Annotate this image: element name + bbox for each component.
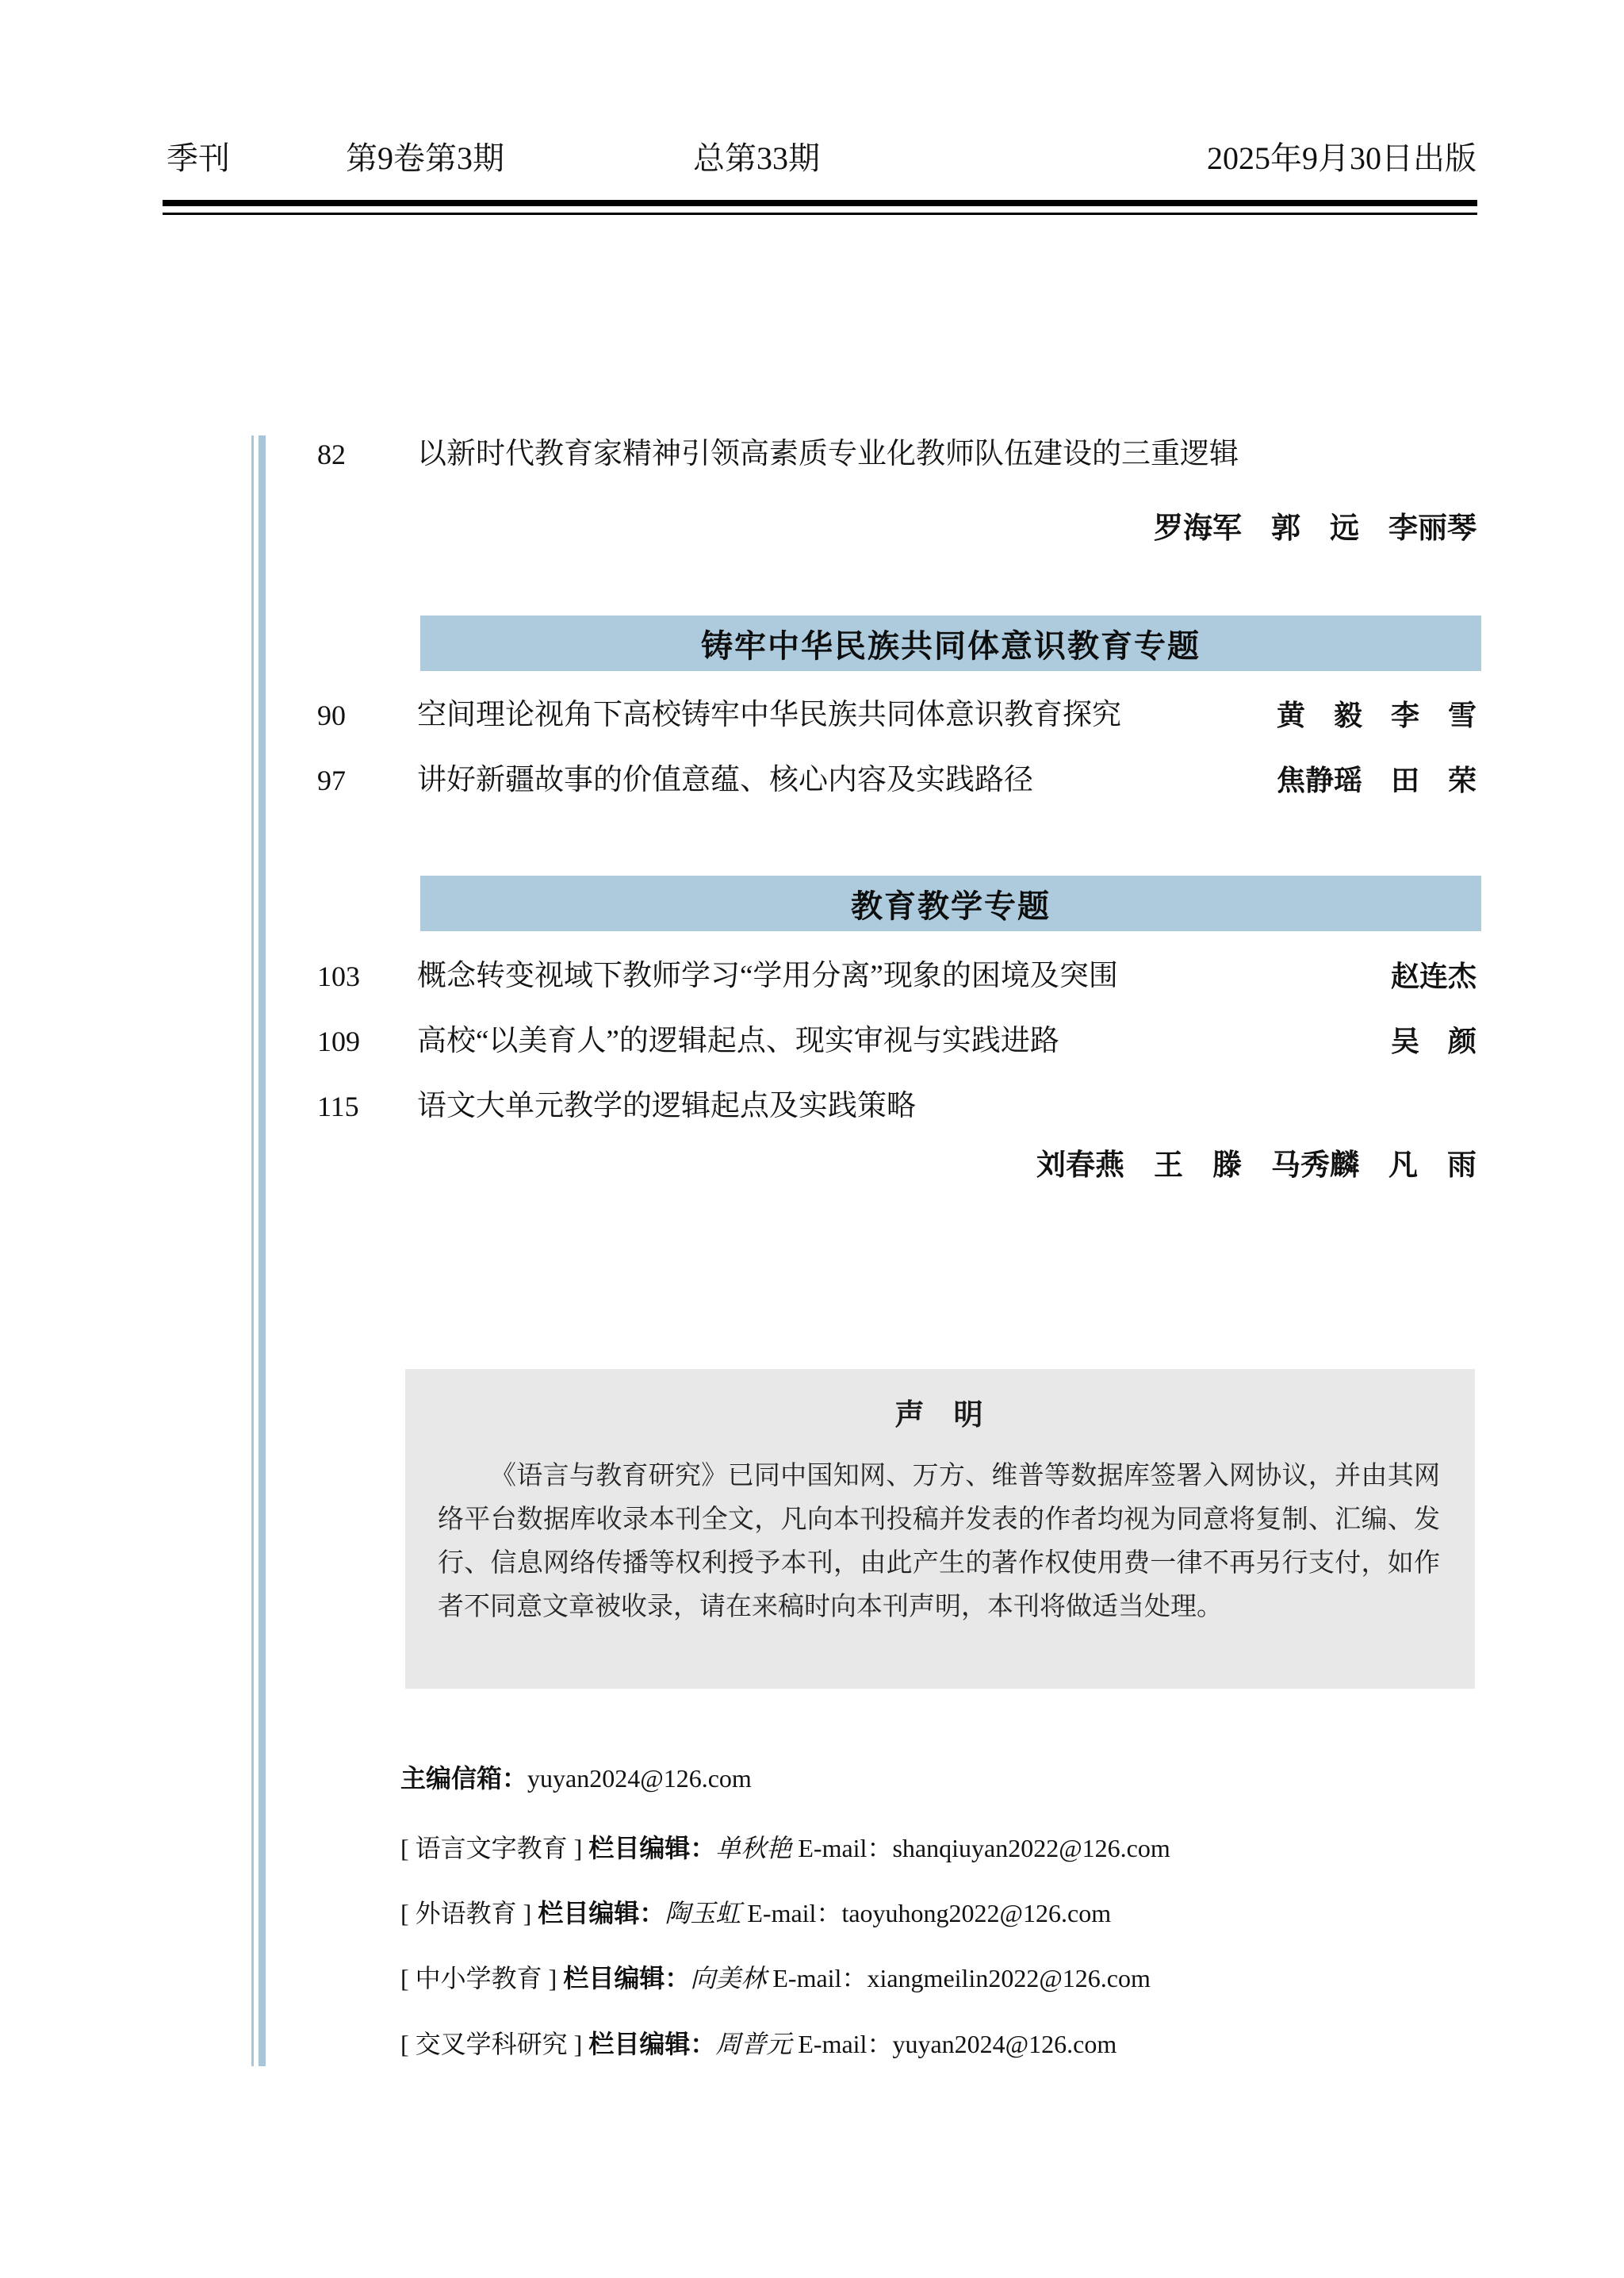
column-editor-email: shanqiuyan2022@126.com (892, 1834, 1170, 1862)
column-editor-line-foreign-language (400, 1897, 1111, 1929)
column-editor-line-language-writing (400, 1832, 1170, 1864)
masthead-publish-date: 2025年9月30日出版 (1207, 140, 1477, 176)
toc-entry-title: 空间理论视角下高校铸牢中华民族共同体意识教育探究 (417, 699, 1121, 731)
chief-editor-email-line (400, 1762, 752, 1794)
toc-entry-103 (317, 959, 1477, 994)
header-rule-thick (163, 200, 1477, 206)
section-banner-education-teaching: 教育教学专题 (420, 876, 1481, 931)
column-editor-name: 向美林 (690, 1964, 767, 1992)
chief-editor-label: 主编信箱： (400, 1764, 528, 1793)
toc-entry-title: 语文大单元教学的逻辑起点及实践策略 (417, 1090, 916, 1122)
toc-entry-82 (317, 437, 1477, 472)
toc-page-number: 115 (317, 1091, 359, 1122)
column-editor-role-label: 栏目编辑： (588, 1834, 716, 1862)
email-label: E-mail： (741, 1899, 842, 1927)
left-accent-rule-thin (251, 435, 254, 2066)
chief-editor-email: yuyan2024@126.com (527, 1764, 752, 1793)
toc-entry-115 (317, 1089, 1477, 1124)
toc-page-number: 109 (317, 1026, 360, 1057)
statement-body: 《语言与教育研究》已同中国知网、万方、维普等数据库签署入网协议，并由其网络平台数据库收录本刊全文，凡向本刊投稿并发表的作者均视为同意将复制、汇编、发行、信息网络传播等权利授予本刊，由此产生的著作权使用费一律不再另行支付，如作者不同意文章被收录，请在来稿时向本刊声明，本刊将做适当处理。 (438, 1462, 1440, 1621)
toc-entry-title: 以新时代教育家精神引领高素质专业化教师队伍建设的三重逻辑 (417, 438, 1239, 470)
toc-entry-title: 讲好新疆故事的价值意蕴、核心内容及实践路径 (417, 764, 1033, 796)
column-editor-name: 陶玉虹 (665, 1899, 741, 1927)
column-editor-name: 周普元 (715, 2030, 792, 2058)
toc-entry-90 (317, 698, 1477, 733)
toc-entry-authors: 吴 颜 (1390, 1025, 1477, 1057)
toc-entry-authors: 赵连杰 (1390, 960, 1477, 992)
column-section-name: [ 外语教育 ] (400, 1899, 538, 1927)
header-rule-thin (163, 213, 1477, 215)
email-label: E-mail： (791, 2030, 893, 2058)
column-editor-name: 单秋艳 (715, 1834, 792, 1862)
column-editor-email: xiangmeilin2022@126.com (867, 1964, 1151, 1992)
masthead-cumulative-issue: 总第33期 (693, 140, 820, 176)
column-editor-role-label: 栏目编辑： (588, 2030, 716, 2058)
column-editor-line-primary-secondary (400, 1962, 1151, 1994)
column-editor-email: yuyan2024@126.com (892, 2030, 1117, 2058)
column-section-name: [ 交叉学科研究 ] (400, 2030, 589, 2058)
masthead-volume-issue: 第9卷第3期 (346, 140, 504, 176)
toc-entry-109 (317, 1024, 1477, 1059)
toc-page-number: 82 (317, 439, 346, 470)
left-accent-rule-thick (259, 435, 266, 2066)
column-editor-email: taoyuhong2022@126.com (841, 1899, 1112, 1927)
column-section-name: [ 中小学教育 ] (400, 1964, 564, 1992)
toc-page-number: 103 (317, 961, 360, 992)
email-label: E-mail： (766, 1964, 868, 1992)
toc-entry-title: 高校“以美育人”的逻辑起点、现实审视与实践进路 (417, 1025, 1059, 1057)
toc-entry-authors: 刘春燕 王 滕 马秀麟 凡 雨 (1036, 1149, 1477, 1181)
toc-entry-title: 概念转变视域下教师学习“学用分离”现象的困境及突围 (417, 960, 1118, 992)
toc-page-number: 90 (317, 700, 346, 731)
column-section-name: [ 语言文字教育 ] (400, 1834, 589, 1862)
toc-entry-authors: 焦静瑶 田 荣 (1276, 764, 1477, 796)
email-label: E-mail： (791, 1834, 893, 1862)
column-editor-line-interdisciplinary (400, 2028, 1116, 2060)
statement-box (405, 1369, 1475, 1689)
toc-entry-authors: 黄 毅 李 雪 (1276, 699, 1477, 731)
column-editor-role-label: 栏目编辑： (563, 1964, 691, 1992)
masthead-frequency: 季刊 (167, 140, 230, 176)
toc-entry-authors: 罗海军 郭 远 李丽琴 (1154, 512, 1477, 544)
statement-title: 声 明 (894, 1398, 983, 1431)
column-editor-role-label: 栏目编辑： (538, 1899, 665, 1927)
toc-page-number: 97 (317, 765, 346, 796)
toc-entry-97 (317, 763, 1477, 798)
section-banner-ethnic-unity: 铸牢中华民族共同体意识教育专题 (420, 616, 1481, 671)
